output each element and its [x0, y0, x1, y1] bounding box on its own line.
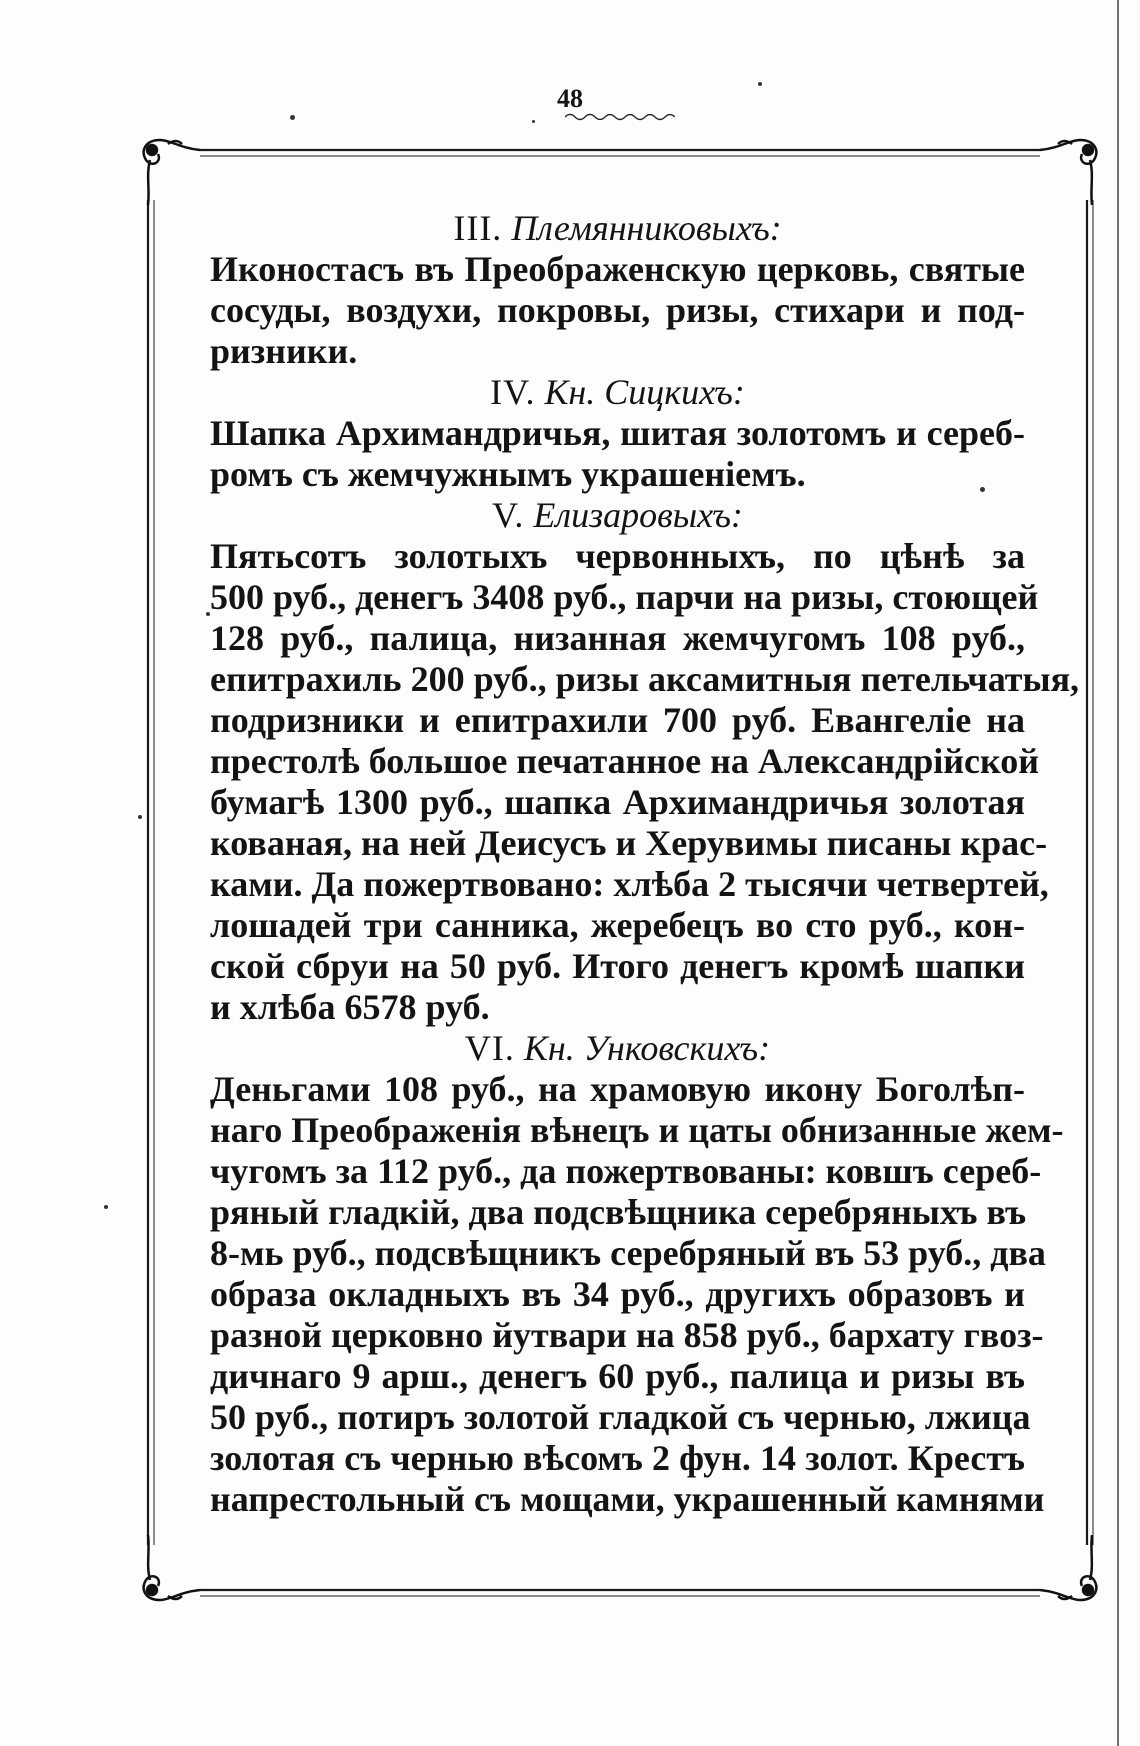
section-numeral: V.	[492, 495, 525, 535]
text-line: и хлѣба 6578 руб.	[210, 987, 490, 1027]
section-family-name: Кн. Унковскихъ:	[523, 1028, 771, 1068]
print-speck	[104, 1205, 108, 1209]
text-line: Пятьсотъ золотыхъ червонныхъ, по цѣнѣ за	[210, 536, 1025, 576]
text-line: ряный гладкій, два подсвѣщника серебряныхъ въ	[210, 1192, 1027, 1232]
section-paragraph	[210, 536, 1080, 1028]
section-paragraph	[210, 413, 1025, 495]
section-heading	[210, 495, 1025, 536]
section-numeral: VI.	[464, 1028, 515, 1068]
text-line: подризники и епитрахили 700 руб. Евангеліе на	[210, 700, 1025, 740]
text-line: разной церковно йутвари на 858 руб., бархату гвоз-	[210, 1315, 1044, 1355]
section-numeral: III.	[453, 208, 503, 248]
print-speck	[758, 82, 762, 86]
text-line: Шапка Архимандричья, шитая золотомъ и сереб-	[210, 413, 1025, 453]
text-line: епитрахиль 200 руб., ризы аксамитныя петельчатыя,	[210, 659, 1080, 699]
text-line: 8-мь руб., подсвѣщникъ серебряный въ 53 руб., два	[210, 1233, 1046, 1273]
text-line: образа окладныхъ въ 34 руб., другихъ образовъ и	[210, 1274, 1025, 1314]
section-heading	[210, 372, 1025, 413]
text-line: 500 руб., денегъ 3408 руб., парчи на ризы, стоющей	[210, 577, 1039, 617]
text-line: престолѣ большое печатанное на Александрійской	[210, 741, 1040, 781]
corner-ornament-top-right	[1040, 140, 1096, 205]
text-line: напрестольный съ мощами, украшенный камнями	[210, 1479, 1045, 1519]
text-line: ками. Да пожертвовано: хлѣба 2 тысячи четвертей,	[210, 864, 1049, 904]
text-line: чугомъ за 112 руб., да пожертвованы: ковшъ сереб-	[210, 1151, 1042, 1191]
print-speck	[532, 120, 535, 123]
text-line: 128 руб., палица, низанная жемчугомъ 108 руб.,	[210, 618, 1025, 658]
section-heading	[210, 1028, 1025, 1069]
text-line: дичнаго 9 арш., денегъ 60 руб., палица и ризы въ	[210, 1356, 1025, 1396]
text-line: Иконостасъ въ Преображенскую церковь, святые	[210, 249, 1025, 289]
corner-ornament-top-left	[144, 140, 200, 205]
section-numeral: IV.	[490, 372, 536, 412]
text-line: ризники.	[210, 331, 358, 371]
text-line: наго Преображенія вѣнецъ и цаты обнизанные жем-	[210, 1110, 1064, 1150]
section-paragraph	[210, 249, 1025, 372]
text-line: лошадей три санника, жеребецъ во сто руб., кон-	[210, 905, 1025, 945]
text-line: Деньгами 108 руб., на храмовую икону Боголѣп-	[210, 1069, 1025, 1109]
print-speck	[290, 115, 295, 120]
text-line: бумагѣ 1300 руб., шапка Архимандричья золотая	[210, 782, 1025, 822]
text-line: 50 руб., потиръ золотой гладкой съ чернью, лжица	[210, 1397, 1031, 1437]
document-body	[210, 208, 1080, 1520]
section-family-name: Племянниковыхъ:	[511, 208, 782, 248]
page-number: 48	[557, 84, 583, 113]
section-family-name: Кн. Сицкихъ:	[544, 372, 745, 412]
text-line: кованая, на ней Деисусъ и Херувимы писаны крас-	[210, 823, 1048, 863]
corner-ornament-bottom-left	[144, 1535, 200, 1600]
text-line: сосуды, воздухи, покровы, ризы, стихари и под-	[210, 290, 1025, 330]
print-speck	[138, 815, 142, 819]
text-line: золотая съ чернью вѣсомъ 2 фун. 14 золот. Крестъ	[210, 1438, 1025, 1478]
text-line: ромъ съ жемчужнымъ украшеніемъ.	[210, 454, 806, 494]
section-heading	[210, 208, 1025, 249]
section-family-name: Елизаровыхъ:	[533, 495, 743, 535]
text-line: ской сбруи на 50 руб. Итого денегъ кромѣ шапки	[210, 946, 1025, 986]
section-paragraph	[210, 1069, 1064, 1520]
